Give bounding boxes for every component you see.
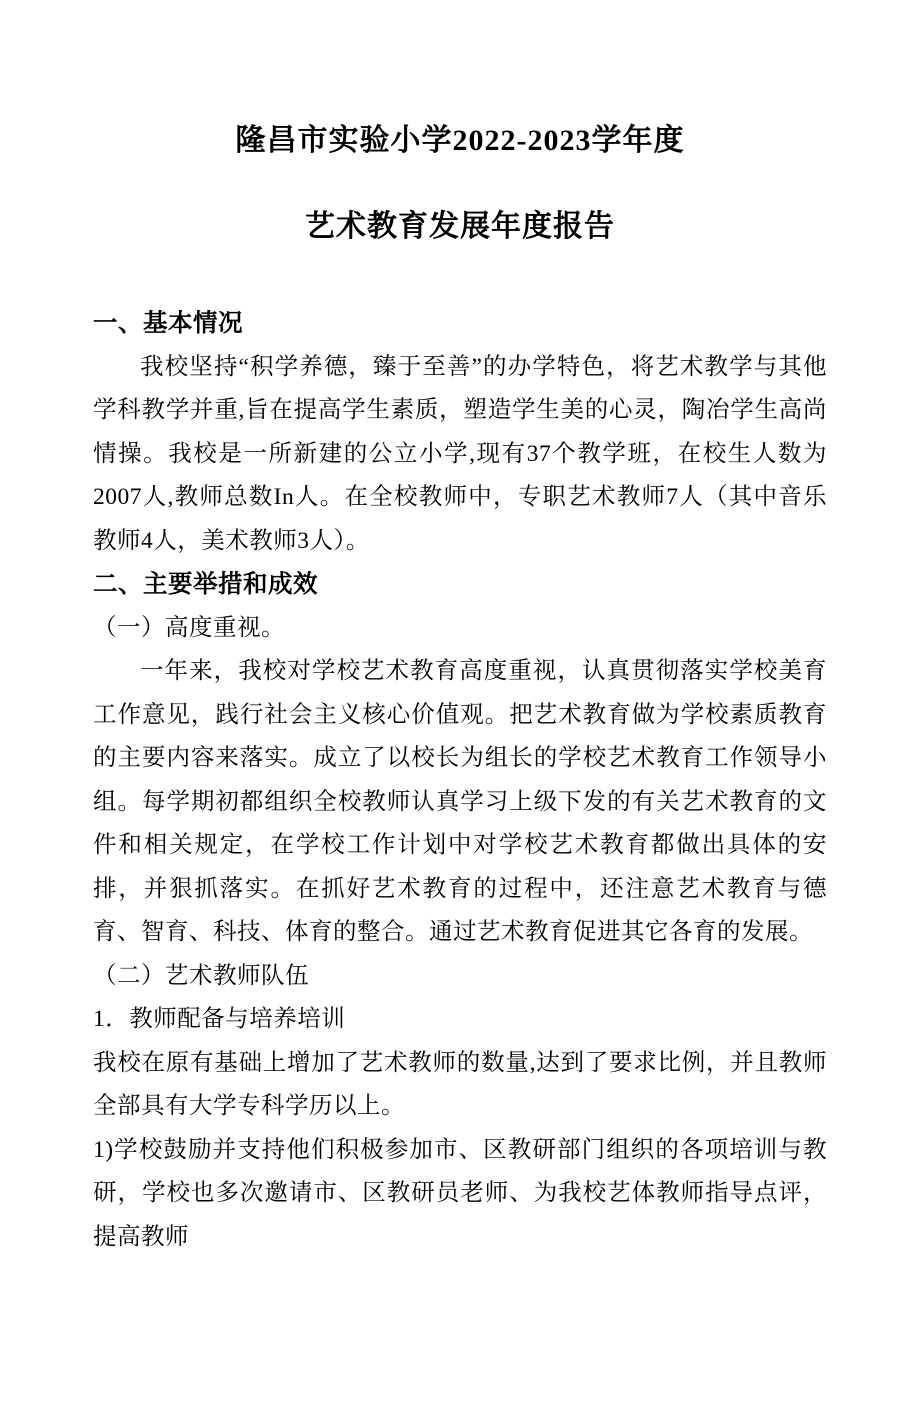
item-heading-teacher-training: 1．教师配备与培养培训 — [93, 1006, 346, 1032]
document-title-line1: 隆昌市实验小学2022-2023学年度 — [235, 124, 685, 157]
paragraph-high-priority: 一年来，我校对学校艺术教育高度重视，认真贯彻落实学校美育工作意见，践行社会主义核心价值观。把艺术教育做为学校素质教育的主要内容来落实。成立了以校长为组长的学校艺术教育工作领导小组。每学期初都组织全校教师认真学习上级下发的有关艺术教育的文件和相关规定，在学校工作计划中对学校艺术教育都做出具体的安排，并狠抓落实。在抓好艺术教育的过程中，还注意艺术教育与德育、智育、科技、体育的整合。通过艺术教育促进其它各育的发展。 — [93, 658, 827, 945]
document-title-line2: 艺术教育发展年度报告 — [305, 210, 615, 243]
subsection-heading-high-priority: （一）高度重视。 — [93, 614, 285, 641]
paragraph-teacher-support: 1)学校鼓励并支持他们积极参加市、区教研部门组织的各项培训与教研，学校也多次邀请市、区教研员老师、为我校艺体教师指导点评，提高教师 — [93, 1136, 827, 1250]
section-heading-measures-results: 二、主要举措和成效 — [93, 571, 318, 598]
paragraph-teacher-quantity: 我校在原有基础上增加了艺术教师的数量,达到了要求比例，并且教师全部具有大学专科学历以上。 — [93, 1049, 827, 1119]
document-page — [0, 118, 920, 1419]
paragraph-basic-situation: 我校坚持“积学养德，臻于至善”的办学特色，将艺术教学与其他学科教学并重,旨在提高学生素质，塑造学生美的心灵，陶冶学生高尚情操。我校是一所新建的公立小学,现有37个教学班，在校生人数为2007人,教师总数In人。在全校教师中，专职艺术教师7人（其中音乐教师4人，美术教师3人）。 — [93, 353, 827, 554]
document-body — [93, 302, 827, 1259]
section-heading-basic-situation: 一、基本情况 — [93, 310, 243, 337]
subsection-heading-art-teachers: （二）艺术教师队伍 — [93, 962, 309, 989]
